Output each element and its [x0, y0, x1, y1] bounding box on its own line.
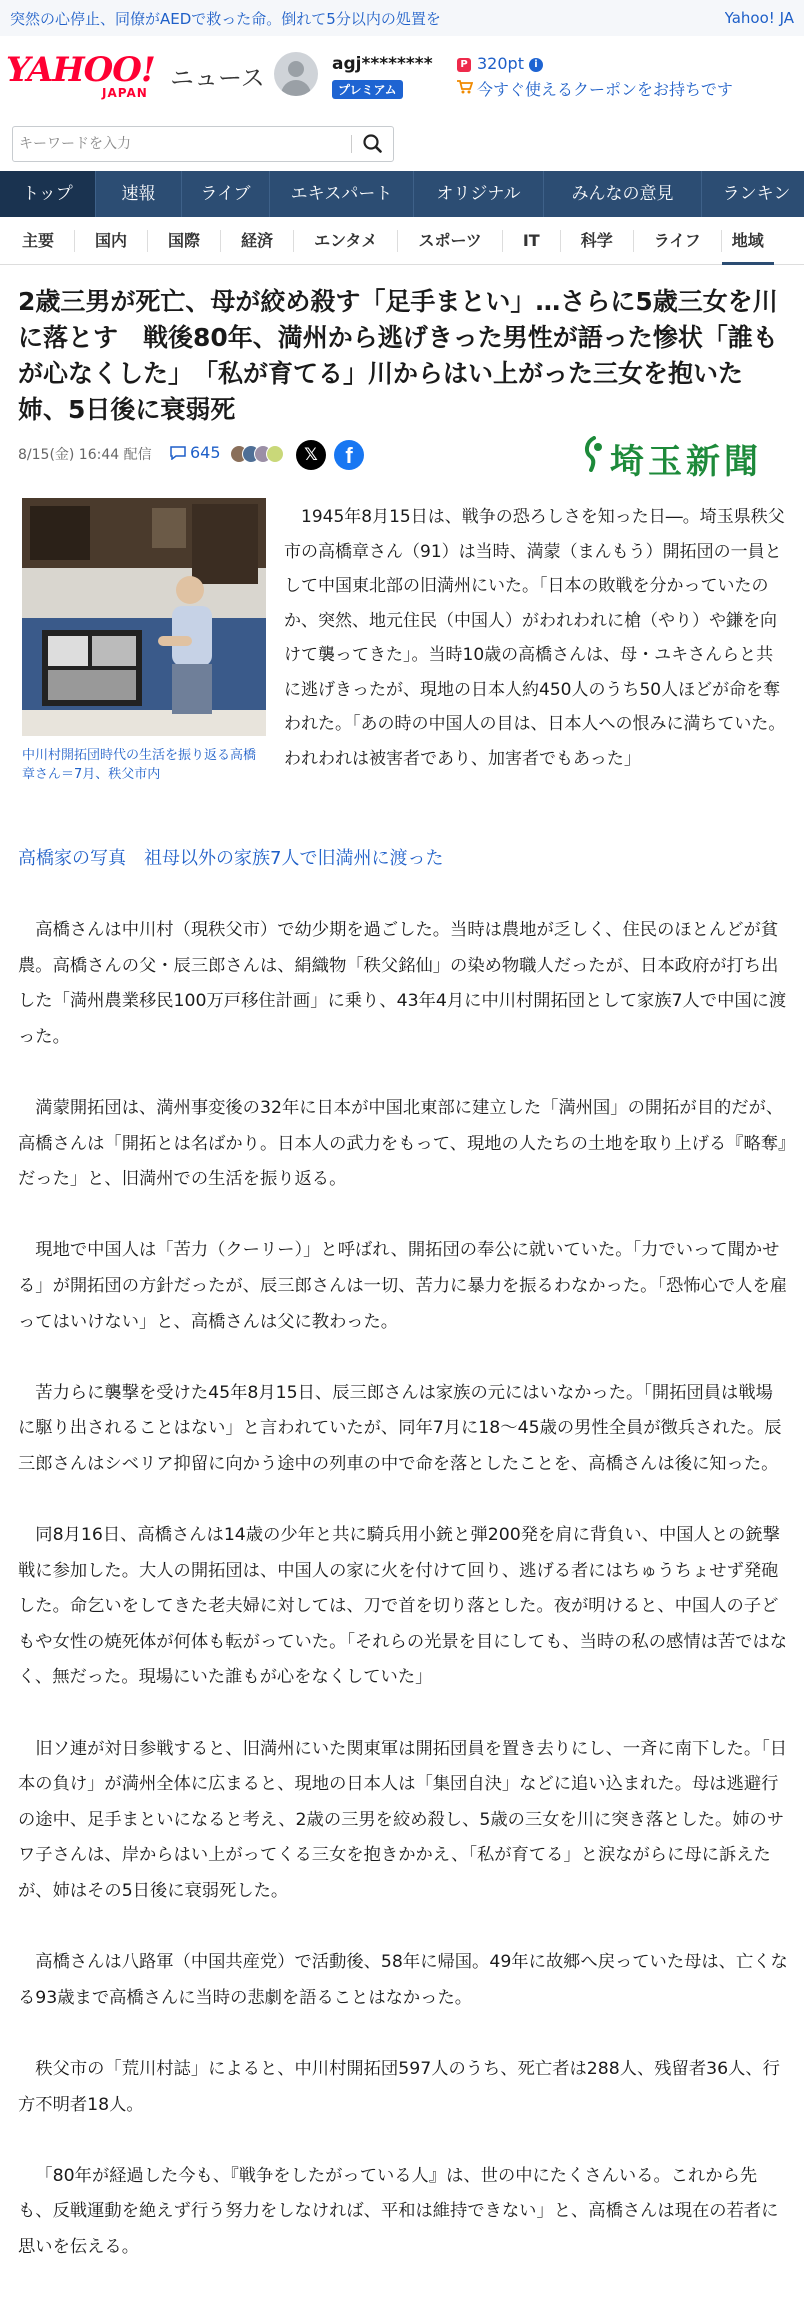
comment-icon[interactable] — [170, 446, 186, 460]
logo-main-text: YAHOO! — [6, 50, 155, 90]
article-lead: 1945年8月15日は、戦争の恐ろしさを知った日―。埼玉県秩父市の高橋章さん（91）は当時、満蒙（まんもう）開拓団の一員として中国東北部の旧満州にいた。「日本の敗戦を分かっていたのか、突然、地元住民（中国人）がわれわれに槍（やり）や鎌を向けて襲ってきた」。当時10歳の高橋さんは、母・ユキさんらと共に逃げきったが、現地の日本人約450人のうち50人ほどが命を奪われた。「あの時の中国人の目は、日本人への恨みに満ちていた。われわれは被害者であり、加害者でもあった」 — [284, 507, 786, 769]
main-nav-original[interactable]: オリジナル — [414, 171, 544, 217]
ticker-yahoo-link[interactable]: Yahoo! JA — [724, 9, 794, 27]
comment-count[interactable]: 645 — [190, 443, 221, 462]
main-nav-expert[interactable]: エキスパート — [270, 171, 414, 217]
article-paragraph: 「80年が経過した今も、『戦争をしたがっている人』は、世の中にたくさんいる。これから先も、反戦運動を絶えず行う努力をしなければ、平和は維持できない」と、高橋さんは現在の若者に思いを伝える。 — [18, 2165, 779, 2257]
category-nav — [0, 217, 804, 265]
points-balance[interactable]: 320pt — [477, 54, 524, 73]
category-sports[interactable]: スポーツ — [398, 230, 502, 252]
category-local[interactable]: 地域 — [722, 217, 774, 265]
cart-icon — [457, 80, 473, 94]
main-nav — [0, 171, 804, 217]
article-body — [18, 913, 790, 2301]
main-nav-top[interactable]: トップ — [0, 171, 96, 217]
article-paragraph: 秩父市の「荒川村誌」によると、中川村開拓団597人のうち、死亡者は288人、残留者36人、行方不明者18人。 — [18, 2059, 780, 2115]
category-international[interactable]: 国際 — [148, 230, 221, 252]
article-paragraph: 現地で中国人は「苦力（クーリー）」と呼ばれ、開拓団の奉公に就いていた。「力でいって聞かせる」が開拓団の方針だったが、辰三郎さんは一切、苦力に暴力を振るわなかった。「恐怖心で人を雇ってはいけない」と、高橋さんは父に教わった。 — [18, 1240, 788, 1332]
article-title: 2歳三男が死亡、母が絞め殺す「足手まとい」…さらに5歳三女を川に落とす 戦後80年、満州から逃げきった男性が語った惨状「誰もが心なくした」 「私が育てる」川からはい上がった三女を抱いた姉、5日後に衰弱死 — [18, 287, 778, 424]
commenter-avatars — [230, 445, 286, 463]
related-photo-link[interactable]: 高橋家の写真 祖母以外の家族7人で旧満州に渡った — [18, 848, 444, 869]
article-paragraph: 高橋さんは中川村（現秩父市）で幼少期を過ごした。当時は農地が乏しく、住民のほとんどが貧農。高橋さんの父・辰三郎さんは、絹織物「秩父銘仙」の染め物職人だったが、日本政府が打ち出した「満州農業移民100万戸移住計画」に乗り、43年4月に中川村開拓団として家族7人で中国に渡った。 — [18, 920, 787, 1047]
commenter-avatar — [266, 445, 284, 463]
article-paragraph: 苦力らに襲撃を受けた45年8月15日、辰三郎さんは家族の元にはいなかった。「開拓団員は戦場に駆り出されることはない」と言われていたが、同年7月に18～45歳の男性全員が徴兵された。辰三郎さんはシベリア抑留に向かう途中の列車の中で命を落としたことを、高橋さんは後に知った。 — [18, 1382, 782, 1474]
category-main[interactable]: 主要 — [0, 230, 75, 252]
main-nav-ranking[interactable]: ランキン — [702, 171, 804, 217]
article-date: 8/15(金) 16:44 配信 — [18, 447, 152, 463]
info-icon[interactable]: i — [529, 58, 543, 72]
user-avatar-icon[interactable] — [274, 52, 318, 96]
saitama-shimbun-mark — [582, 436, 606, 472]
points-icon: P — [457, 58, 471, 72]
category-entertainment[interactable]: エンタメ — [294, 230, 398, 252]
ticker-headline-link[interactable]: 突然の心停止、同僚がAEDで救った命。倒れて5分以内の処置を — [10, 9, 441, 28]
article-paragraph: 満蒙開拓団は、満州事変後の32年に日本が中国北東部に建立した「満州国」の開拓が目的だが、高橋さんは「開拓とは名ばかり。日本人の武力をもって、現地の人たちの土地を取り上げる『略奪』だった」と、旧満州での生活を振り返る。 — [18, 1097, 787, 1190]
saitama-shimbun-logo[interactable] — [582, 432, 790, 482]
main-nav-opinions[interactable]: みんなの意見 — [544, 171, 702, 217]
article-paragraph: 旧ソ連が対日参戦すると、旧満州にいた関東軍は開拓団員を置き去りにし、一斉に南下した。「日本の負け」が満州全体に広まると、現地の日本人は「集団自決」などに追い込まれた。母は逃避行の途中、足手まといになると考え、2歳の三男を絞め殺し、5歳の三女を川に突き落とした。姉のサワ子さんは、岸からはい上がってくる三女を抱きかかえ、「私が育てる」と涙ながらに母に訴えたが、姉はその5日後に衰弱死した。 — [18, 1738, 788, 1902]
logo-sub-text: JAPAN — [102, 86, 148, 100]
premium-badge[interactable]: プレミアム — [332, 80, 403, 99]
service-name[interactable]: ニュース — [170, 64, 265, 92]
category-domestic[interactable]: 国内 — [75, 230, 148, 252]
search-icon[interactable] — [355, 129, 391, 159]
facebook-share-icon[interactable]: f — [334, 440, 364, 470]
site-header — [0, 36, 804, 112]
search-divider — [351, 135, 352, 153]
article-paragraph: 同8月16日、高橋さんは14歳の少年と共に騎兵用小銃と弾200発を肩に背負い、中国人との銃撃戦に参加した。大人の開拓団は、中国人の家に火を付けて回り、逃げる者にはちゅうちょせず発砲した。命乞いをしてきた老夫婦に対しては、刀で首を切り落とした。夜が明けると、中国人の子どもや女性の焼死体が何体も転がっていた。「それらの光景を目にしても、当時の私の感情は苦ではなく、無だった。現場にいた誰もが心をなくしていた」 — [18, 1525, 788, 1688]
category-it[interactable]: IT — [503, 230, 561, 252]
x-share-icon[interactable]: 𝕏 — [296, 440, 326, 470]
article-paragraph: 高橋さんは八路軍（中国共産党）で活動後、58年に帰国。49年に故郷へ戻っていた母は、亡くなる93歳まで高橋さんに当時の悲劇を語ることはなかった。 — [18, 1952, 788, 2008]
category-economy[interactable]: 経済 — [221, 230, 294, 252]
coupon-link[interactable]: 今すぐ使えるクーポンをお持ちです — [477, 80, 733, 99]
photo-caption: 中川村開拓団時代の生活を振り返る高橋章さん＝7月、秩父市内 — [22, 748, 257, 782]
breaking-ticker — [0, 0, 804, 36]
main-nav-breaking[interactable]: 速報 — [96, 171, 182, 217]
article-photo-image — [22, 498, 266, 736]
search-box — [12, 126, 394, 162]
source-name: 埼玉新聞 — [610, 442, 762, 482]
username[interactable]: agj******** — [332, 54, 433, 74]
category-science[interactable]: 科学 — [561, 230, 634, 252]
article-photo[interactable] — [22, 498, 266, 736]
yahoo-japan-logo[interactable] — [6, 50, 166, 100]
category-life[interactable]: ライフ — [634, 230, 722, 252]
main-nav-live[interactable]: ライブ — [182, 171, 270, 217]
search-input[interactable] — [19, 132, 353, 156]
